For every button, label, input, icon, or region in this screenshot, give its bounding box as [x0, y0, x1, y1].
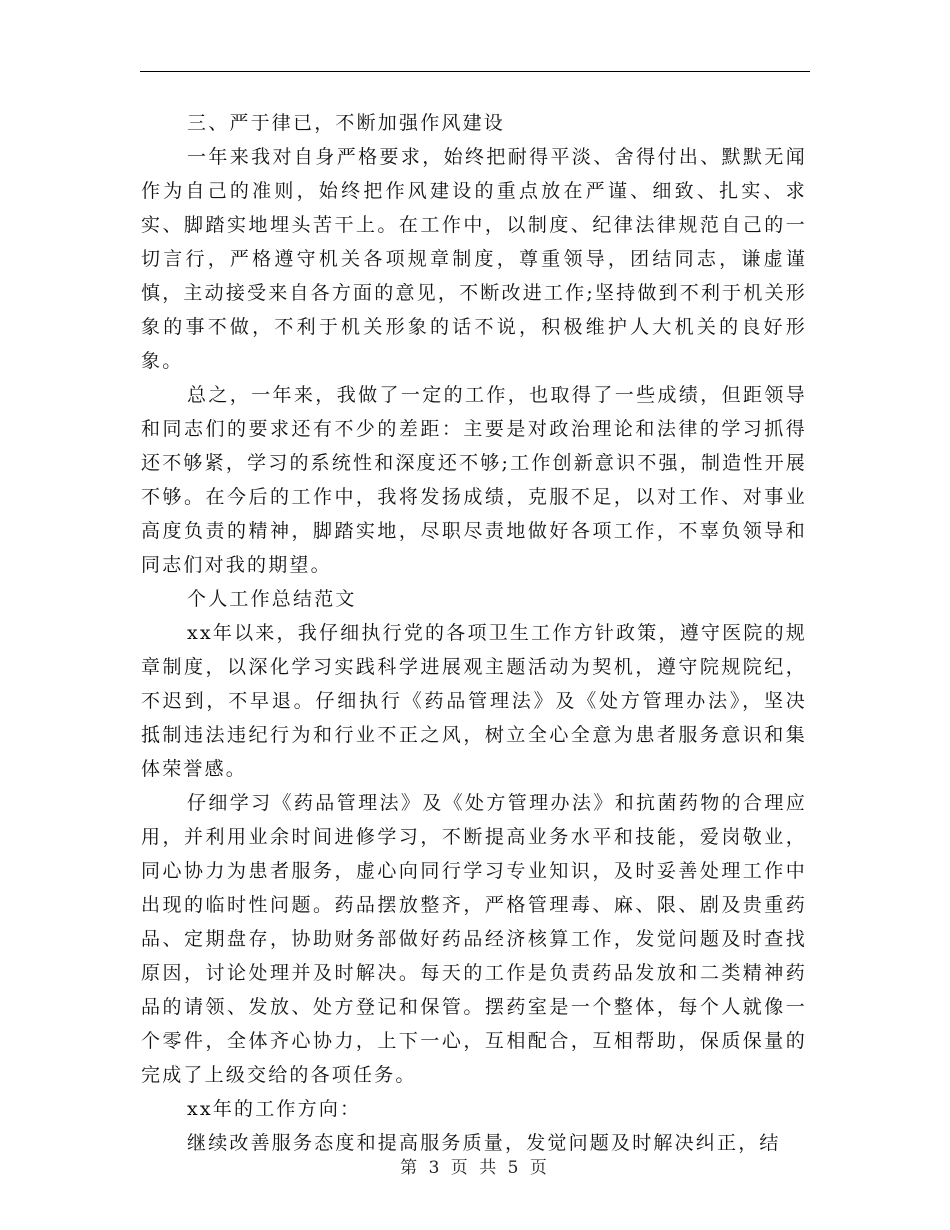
- header-rule: [140, 71, 810, 72]
- paragraph-pharmacy-work: 仔细学习《药品管理法》及《处方管理办法》和抗菌药物的合理应用，并利用业余时间进修学习，不断提高业务水平和技能，爱岗敬业，同心协力为患者服务，虚心向同行学习专业知识，及时妥善处理工作中出现的临时性问题。药品摆放整齐，严格管理毒、麻、限、剧及贵重药品、定期盘存，协助财务部做好药品经济核算工作，发觉问题及时查找原因，讨论处理并及时解决。每天的工作是负责药品发放和二类精神药品的请领、发放、处方登记和保管。摆药室是一个整体，每个人就像一个零件，全体齐心协力，上下一心，互相配合，互相帮助，保质保量的完成了上级交给的各项任务。: [141, 792, 807, 1086]
- subheading-work-direction: xx年的工作方向：: [187, 1098, 362, 1120]
- page-number: 第 3 页 共 5 页: [400, 1158, 550, 1178]
- paragraph-style-conduct: 一年来我对自身严格要求，始终把耐得平淡、舍得付出、默默无闻作为自己的准则，始终把作风建设的重点放在严谨、细致、扎实、求实、脚踏实地埋头苦干上。在工作中，以制度、纪律法律规范自己的一切言行，严格遵守机关各项规章制度，尊重领导，团结同志，谦虚谨慎，主动接受来自各方面的意见，不断改进工作;坚持做到不利于机关形象的事不做，不利于机关形象的话不说，积极维护人大机关的良好形象。: [141, 146, 807, 372]
- article-title: 个人工作总结范文: [187, 588, 357, 610]
- paragraph-continuation: 继续改善服务态度和提高服务质量，发觉问题及时解决纠正，结: [187, 1132, 781, 1154]
- paragraph-regulations: xx年以来，我仔细执行党的各项卫生工作方针政策，遵守医院的规章制度，以深化学习实践科学进展观主题活动为契机，遵守院规院纪，不迟到，不早退。仔细执行《药品管理法》及《处方管理办法》，坚决抵制违法违纪行为和行业不正之风，树立全心全意为患者服务意识和集体荣誉感。: [141, 622, 807, 780]
- section-heading: 三、严于律已，不断加强作风建设: [187, 112, 506, 134]
- paragraph-summary: 总之，一年来，我做了一定的工作，也取得了一些成绩，但距领导和同志们的要求还有不少的差距：主要是对政治理论和法律的学习抓得还不够紧，学习的系统性和深度还不够;工作创新意识不强，制造性开展不够。在今后的工作中，我将发扬成绩，克服不足，以对工作、对事业高度负责的精神，脚踏实地，尽职尽责地做好各项工作，不辜负领导和同志们对我的期望。: [141, 384, 807, 576]
- document-body: [141, 106, 807, 1160]
